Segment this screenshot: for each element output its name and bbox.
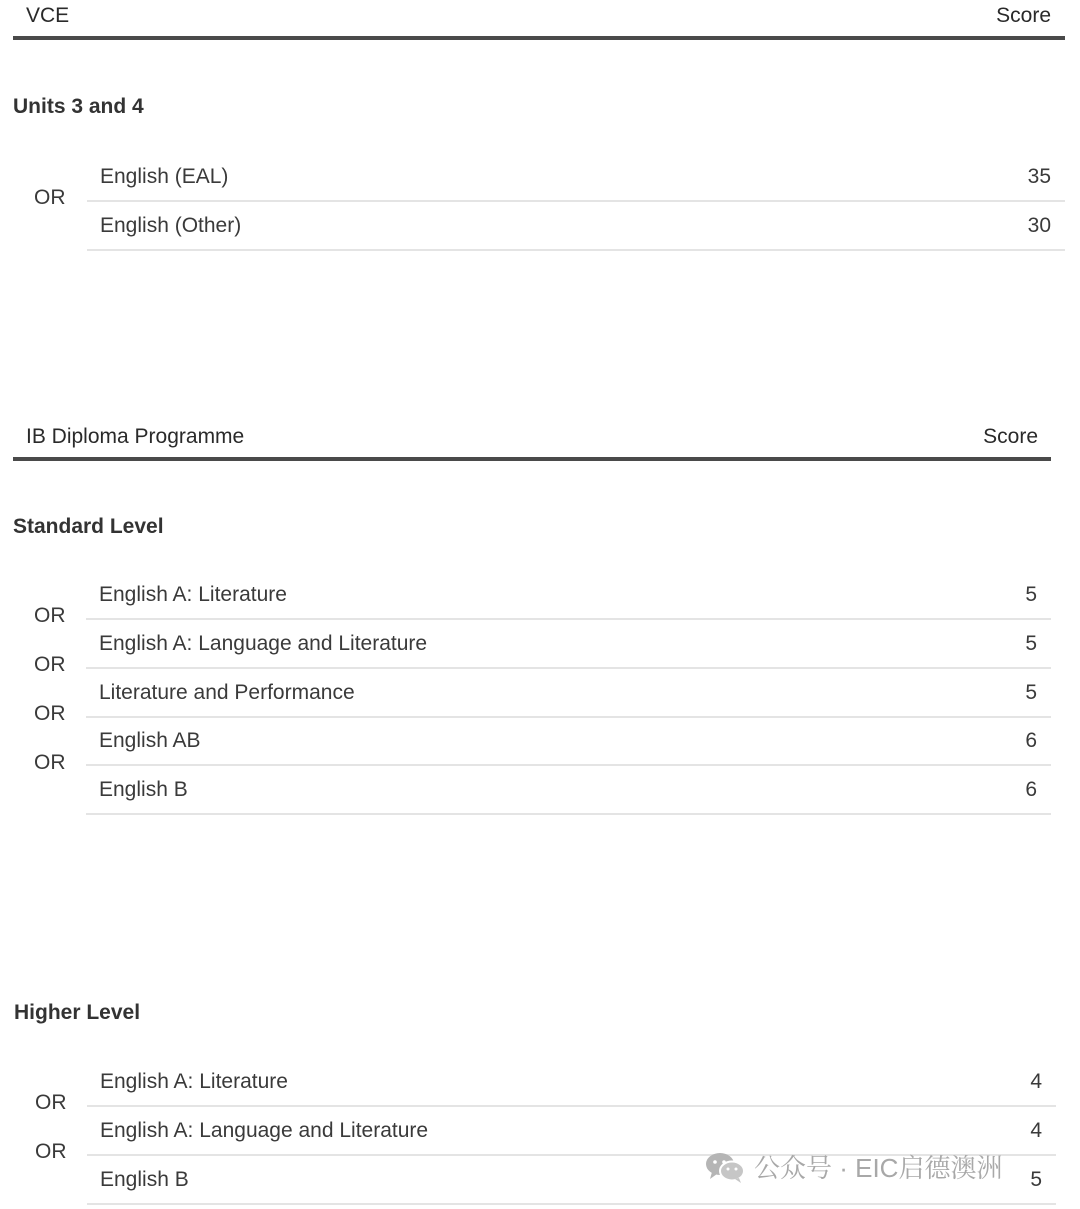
wechat-icon	[704, 1150, 746, 1184]
or-connector: OR	[35, 1091, 67, 1114]
higher-level-title: Higher Level	[14, 1001, 141, 1024]
table-row	[87, 202, 1065, 251]
table-row	[86, 717, 1051, 766]
subject-score: 5	[1025, 680, 1037, 704]
subject-name: English A: Literature	[99, 582, 287, 606]
watermark-text: 公众号 · EIC启德澳洲	[754, 1153, 1003, 1183]
or-connector: OR	[34, 653, 66, 676]
ib-header	[13, 416, 1051, 461]
or-connector: OR	[35, 1140, 67, 1163]
table-row	[86, 669, 1051, 718]
subject-name: English A: Literature	[100, 1069, 288, 1093]
subject-name: English A: Language and Literature	[99, 631, 428, 655]
subject-score: 6	[1025, 777, 1037, 801]
subject-score: 30	[1027, 213, 1051, 237]
table-row	[86, 620, 1051, 669]
subject-score: 5	[1025, 582, 1037, 606]
standard-level-title: Standard Level	[13, 515, 164, 538]
subject-score: 6	[1025, 728, 1037, 752]
vce-header	[13, 0, 1065, 40]
subject-score: 4	[1030, 1118, 1042, 1142]
vce-score-heading: Score	[996, 4, 1051, 27]
subject-score: 5	[1030, 1167, 1042, 1191]
subject-name: English (EAL)	[100, 164, 229, 188]
or-connector: OR	[34, 604, 66, 627]
ib-title: IB Diploma Programme	[26, 425, 245, 448]
or-connector: OR	[34, 186, 66, 209]
subject-name: English B	[100, 1167, 189, 1191]
subject-score: 4	[1030, 1069, 1042, 1093]
subject-name: English (Other)	[100, 213, 242, 237]
watermark	[704, 1148, 1002, 1185]
ib-score-heading: Score	[983, 425, 1038, 448]
subject-name: English A: Language and Literature	[100, 1118, 429, 1142]
subject-score: 35	[1027, 164, 1051, 188]
vce-section-title: Units 3 and 4	[13, 95, 144, 118]
subject-name: Literature and Performance	[99, 680, 355, 704]
or-connector: OR	[34, 751, 66, 774]
subject-name: English AB	[99, 728, 201, 752]
subject-score: 5	[1025, 631, 1037, 655]
table-row	[86, 571, 1051, 620]
or-connector: OR	[34, 702, 66, 725]
table-row	[86, 766, 1051, 815]
table-row	[87, 1058, 1056, 1107]
vce-title: VCE	[26, 4, 70, 27]
subject-name: English B	[99, 777, 188, 801]
table-row	[87, 153, 1065, 202]
